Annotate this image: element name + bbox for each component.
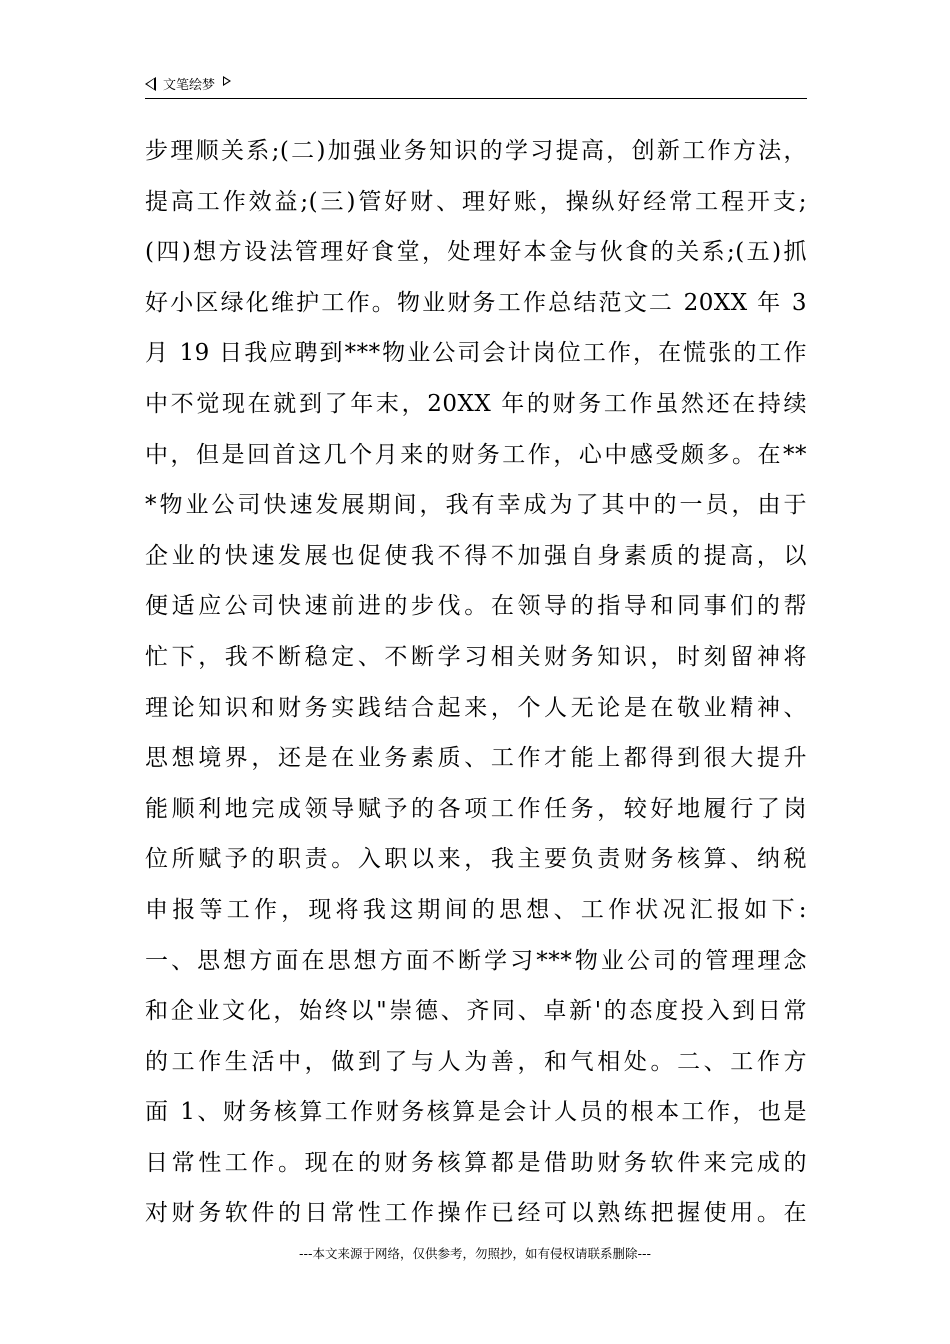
body-line: 能顺利地完成领导赋予的各项工作任务，较好地履行了岗 bbox=[145, 795, 807, 822]
body-line: 忙下，我不断稳定、不断学习相关财务知识，时刻留神将 bbox=[145, 643, 807, 670]
body-line: 企业的快速发展也促使我不得不加强自身素质的提高，以 bbox=[145, 542, 807, 569]
body-line: 对财务软件的日常性工作操作已经可以熟练把握使用。在 bbox=[145, 1200, 807, 1227]
body-line: 日常性工作。现在的财务核算都是借助财务软件来完成的 bbox=[145, 1149, 807, 1176]
header-brand bbox=[145, 74, 231, 93]
body-line: *物业公司快速发展期间，我有幸成为了其中的一员，由于 bbox=[145, 492, 807, 519]
body-line: (四)想方设法管理好食堂，处理好本金与伙食的关系;(五)抓 bbox=[145, 239, 807, 266]
triangle-right-icon bbox=[223, 76, 231, 86]
body-line: 面 1、财务核算工作财务核算是会计人员的根本工作，也是 bbox=[145, 1099, 807, 1126]
body-line: 和企业文化，始终以"崇德、齐同、卓新'的态度投入到日常 bbox=[145, 998, 807, 1025]
body-line: 步理顺关系;(二)加强业务知识的学习提高，创新工作方法， bbox=[145, 138, 807, 164]
body-line: 中不觉现在就到了年末，20XX 年的财务工作虽然还在持续 bbox=[145, 390, 807, 417]
document-body bbox=[145, 126, 807, 1239]
header-title: 文笔绘梦 bbox=[163, 78, 216, 93]
body-line: 位所赋予的职责。入职以来，我主要负责财务核算、纳税 bbox=[145, 846, 807, 873]
body-line: 提高工作效益;(三)管好财、理好账，操纵好经常工程开支; bbox=[145, 188, 807, 215]
page-header bbox=[145, 72, 807, 99]
body-line: 的工作生活中，做到了与人为善，和气相处。二、工作方 bbox=[145, 1048, 807, 1075]
triangle-left-icon bbox=[145, 77, 156, 91]
body-line: 思想境界，还是在业务素质、工作才能上都得到很大提升 bbox=[145, 745, 807, 772]
body-line: 好小区绿化维护工作。物业财务工作总结范文二 20XX 年 3 bbox=[145, 289, 807, 316]
body-line: 便适应公司快速前进的步伐。在领导的指导和同事们的帮 bbox=[145, 593, 807, 620]
body-line: 理论知识和财务实践结合起来，个人无论是在敬业精神、 bbox=[145, 694, 807, 721]
footer-disclaimer: ---本文来源于网络，仅供参考，勿照抄，如有侵权请联系删除--- bbox=[298, 1246, 652, 1261]
body-line: 一、思想方面在思想方面不断学习***物业公司的管理理念 bbox=[145, 947, 807, 974]
body-line: 申报等工作，现将我这期间的思想、工作状况汇报如下: bbox=[145, 896, 807, 923]
body-line: 月 19 日我应聘到***物业公司会计岗位工作，在慌张的工作 bbox=[145, 340, 807, 367]
body-line: 中，但是回首这几个月来的财务工作，心中感受颇多。在** bbox=[145, 441, 807, 468]
